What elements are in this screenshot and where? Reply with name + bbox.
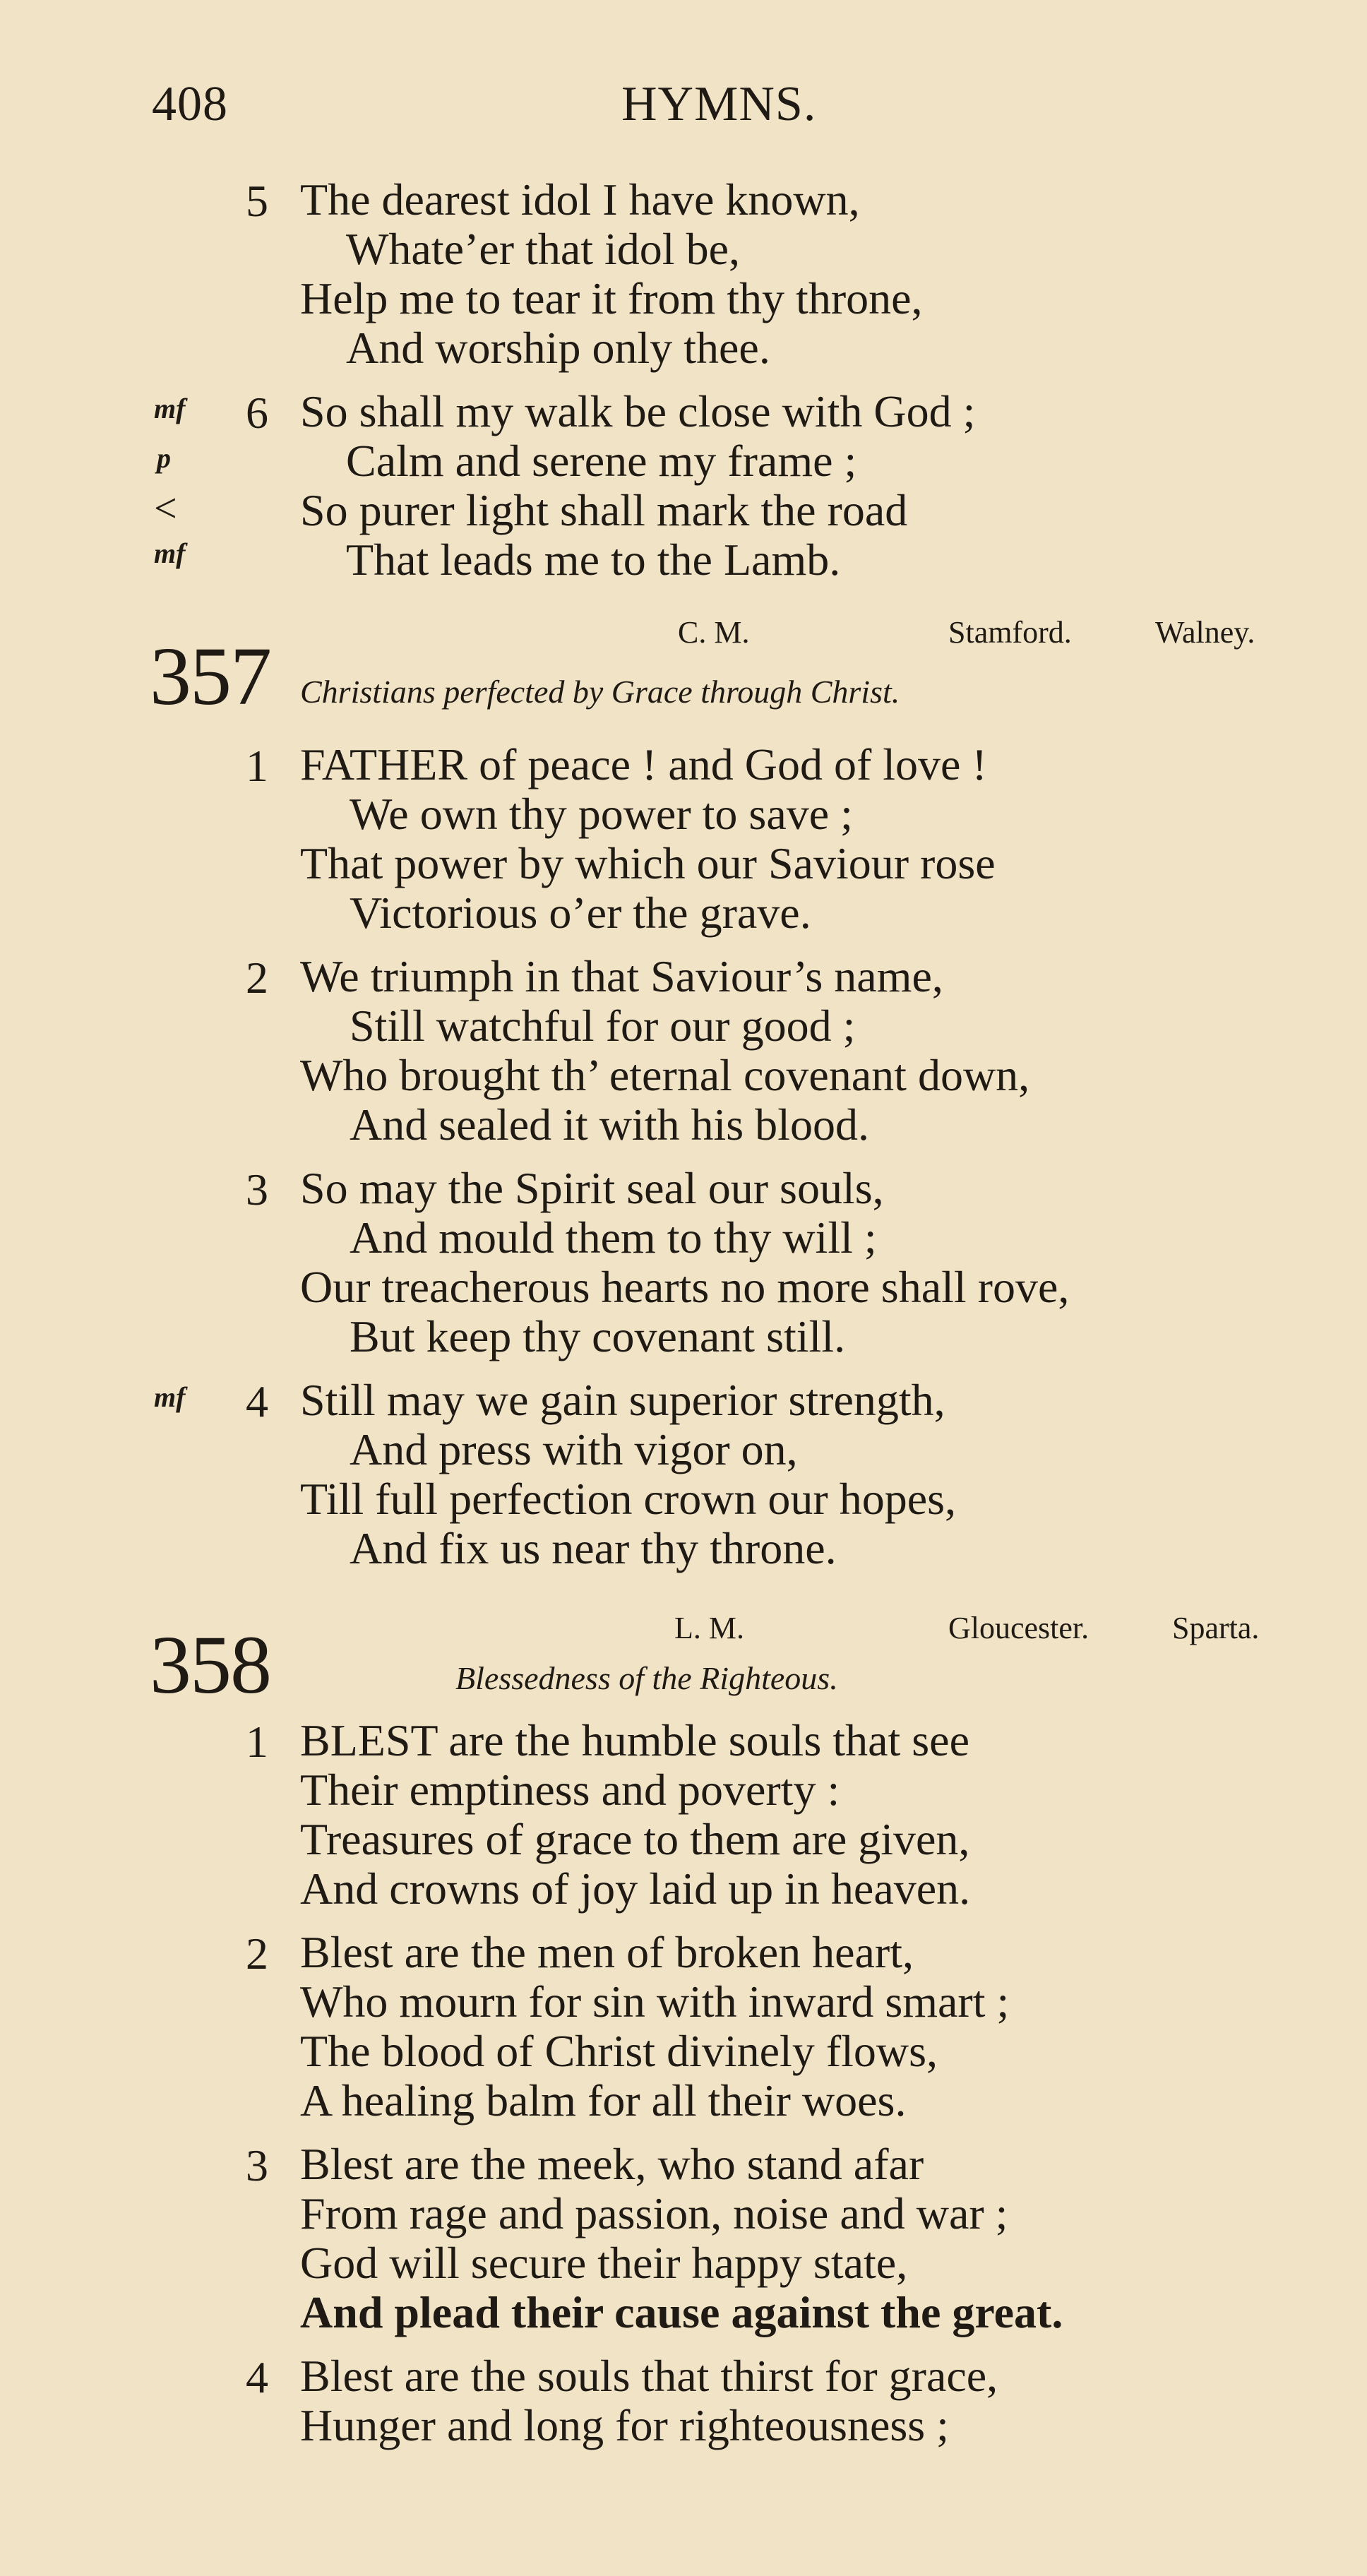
verse-line: Our treacherous hearts no more shall rove, <box>300 1262 1070 1312</box>
verse-line: Who brought th’ eternal covenant down, <box>300 1050 1030 1100</box>
verse-line: God will secure their happy state, <box>300 2238 908 2288</box>
verse-line: BLEST are the humble souls that see <box>300 1715 969 1765</box>
verse-number: 4 <box>246 1376 268 1426</box>
verse-number: 1 <box>246 741 268 791</box>
page-number: 408 <box>152 77 228 131</box>
verse-line: And press with vigor on, <box>350 1424 798 1474</box>
verse-number: 2 <box>246 1928 268 1979</box>
hymn-meter: L. M. <box>674 1611 744 1645</box>
verse-line: Blest are the souls that thirst for grace, <box>300 2351 998 2401</box>
verse-number: 4 <box>246 2352 268 2402</box>
hymn-meter: C. M. <box>678 615 750 650</box>
verse-line: A healing balm for all their woes. <box>300 2075 907 2125</box>
verse-line: So may the Spirit seal our souls, <box>300 1163 884 1213</box>
verse-number: 5 <box>246 176 268 226</box>
verse-line: From rage and passion, noise and war ; <box>300 2188 1008 2238</box>
tune-name: Gloucester. <box>948 1611 1090 1645</box>
tune-name: Stamford. <box>948 615 1072 650</box>
verse-line: And crowns of joy laid up in heaven. <box>300 1864 971 1914</box>
verse-line: Still may we gain superior strength, <box>300 1375 945 1425</box>
tune-name: Walney. <box>1155 615 1255 650</box>
hymn-number: 357 <box>150 630 270 722</box>
verse-number: 1 <box>246 1717 268 1767</box>
verse-line: Blest are the meek, who stand afar <box>300 2139 924 2189</box>
tune-name: Sparta. <box>1172 1611 1260 1645</box>
verse-number: 3 <box>246 2140 268 2190</box>
verse-number: 2 <box>246 953 268 1003</box>
verse-line: The dearest idol I have known, <box>300 174 860 225</box>
verse-line: Calm and serene my frame ; <box>346 436 857 486</box>
verse-line: Their emptiness and poverty : <box>300 1765 840 1815</box>
dynamic-marking: p <box>157 442 171 474</box>
verse-line: Whate’er that idol be, <box>346 224 740 274</box>
verse-line: Who mourn for sin with inward smart ; <box>300 1976 1010 2027</box>
verse-line: But keep thy covenant still. <box>350 1311 846 1361</box>
verse-line: That power by which our Saviour rose <box>300 838 996 888</box>
verse-line: Victorious o’er the grave. <box>350 888 811 938</box>
verse-line: Still watchful for our good ; <box>350 1001 856 1051</box>
verse-line: That leads me to the Lamb. <box>346 535 841 585</box>
verse-line: Blest are the men of broken heart, <box>300 1927 914 1977</box>
verse-line: Help me to tear it from thy throne, <box>300 273 923 323</box>
verse-number: 6 <box>246 388 268 438</box>
verse-line: And fix us near thy throne. <box>350 1523 837 1573</box>
dynamic-marking: < <box>154 485 177 531</box>
verse-line: And mould them to thy will ; <box>350 1212 877 1263</box>
verse-line: So shall my walk be close with God ; <box>300 386 976 436</box>
dynamic-marking: mf <box>154 537 186 569</box>
verse-line: Hunger and long for righteousness ; <box>300 2400 949 2450</box>
dynamic-marking: mf <box>154 393 186 424</box>
running-title: HYMNS. <box>621 77 817 131</box>
verse-line: Treasures of grace to them are given, <box>300 1814 970 1864</box>
hymn-title: Blessedness of the Righteous. <box>455 1660 838 1696</box>
verse-line: So purer light shall mark the road <box>300 485 908 535</box>
verse-line: FATHER of peace ! and God of love ! <box>300 739 987 789</box>
verse-line: The blood of Christ divinely flows, <box>300 2026 938 2076</box>
hymn-title: Christians perfected by Grace through Christ. <box>300 674 900 710</box>
verse-line: And worship only thee. <box>346 323 770 373</box>
hymn-number: 358 <box>150 1618 270 1711</box>
verse-line: We own thy power to save ; <box>350 789 853 839</box>
verse-line: And plead their cause against the great. <box>300 2287 1063 2337</box>
verse-number: 3 <box>246 1164 268 1215</box>
verse-line: We triumph in that Saviour’s name, <box>300 951 943 1001</box>
dynamic-marking: mf <box>154 1381 186 1413</box>
verse-line: Till full perfection crown our hopes, <box>300 1474 957 1524</box>
verse-line: And sealed it with his blood. <box>350 1099 869 1150</box>
